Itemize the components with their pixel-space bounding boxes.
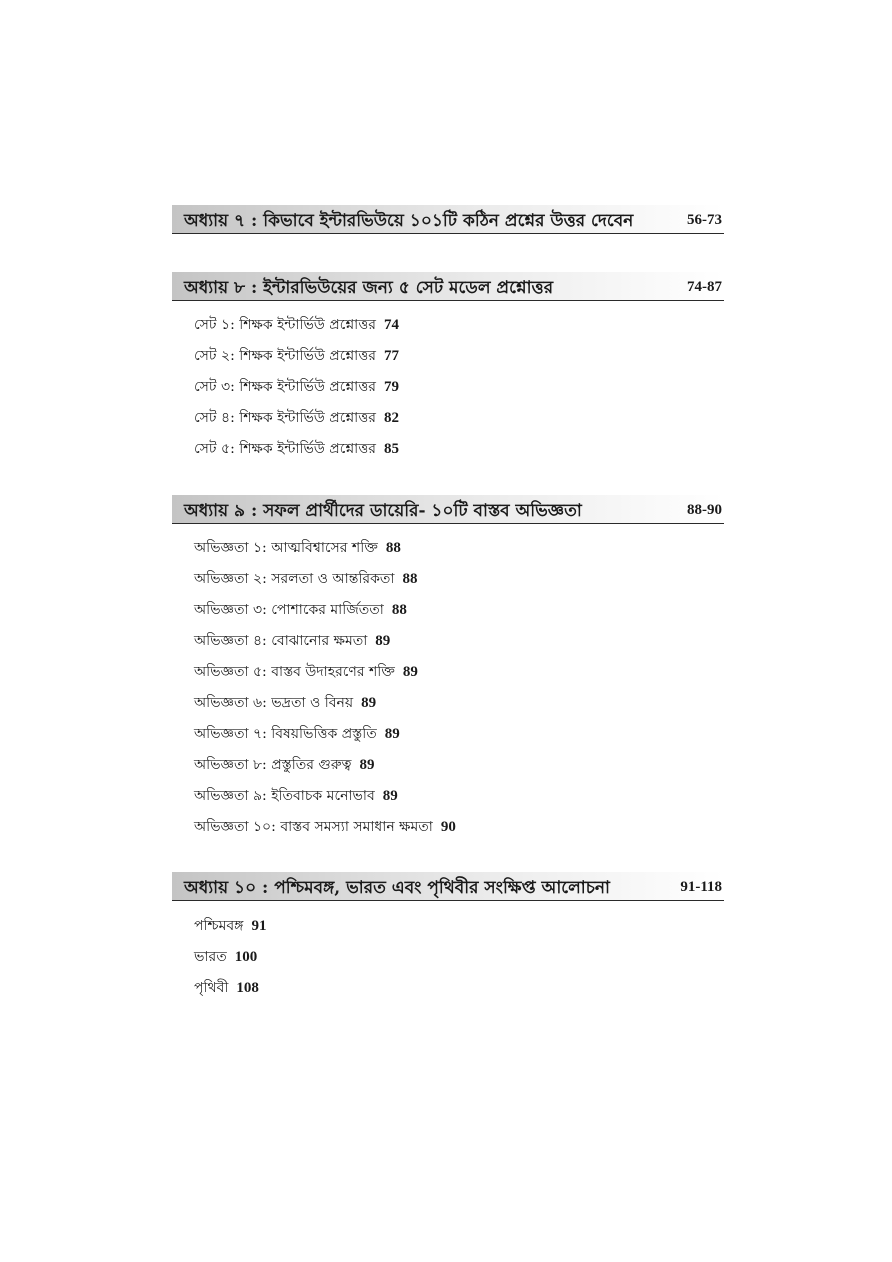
chapter-header [172, 272, 724, 301]
toc-entry-page: 89 [402, 664, 418, 680]
toc-entry-label: সেট ৫: শিক্ষক ইন্টার্ভিউ প্রশ্নোত্তর [194, 441, 376, 457]
toc-entry-page: 85 [383, 441, 399, 457]
toc-entry [194, 598, 407, 622]
chapter-header [172, 872, 724, 901]
toc-entry [194, 815, 456, 839]
chapter-page-range: 74-87 [687, 279, 722, 295]
chapter-header [172, 205, 724, 234]
toc-entry-page: 74 [383, 317, 399, 333]
chapter-page-range: 56-73 [687, 212, 722, 228]
toc-entry-label: অভিজ্ঞতা ৭: বিষয়ভিত্তিক প্রস্তুতি [194, 726, 377, 742]
toc-entry-page: 89 [384, 726, 400, 742]
chapter-page-range: 91-118 [680, 879, 722, 895]
toc-entry-label: সেট ১: শিক্ষক ইন্টার্ভিউ প্রশ্নোত্তর [194, 317, 376, 333]
toc-entry-label: অভিজ্ঞতা ৪: বোঝানোর ক্ষমতা [194, 633, 368, 649]
toc-entry-label: অভিজ্ঞতা ৫: বাস্তব উদাহরণের শক্তি [194, 664, 395, 680]
toc-entry [194, 536, 401, 560]
toc-entry-page: 108 [236, 980, 259, 996]
toc-entry [194, 406, 399, 430]
toc-entry-label: সেট ২: শিক্ষক ইন্টার্ভিউ প্রশ্নোত্তর [194, 348, 376, 364]
toc-entry-page: 89 [361, 695, 377, 711]
toc-entry-page: 89 [375, 633, 391, 649]
toc-entry [194, 629, 390, 653]
toc-entry-page: 100 [234, 949, 258, 965]
toc-entry [194, 945, 257, 969]
toc-entry-label: অভিজ্ঞতা ৩: পোশাকের মার্জিততা [194, 602, 384, 618]
toc-entry-label: অভিজ্ঞতা ৯: ইতিবাচক মনোভাব [194, 788, 375, 804]
toc-entry-page: 79 [383, 379, 399, 395]
toc-entry-label: পশ্চিমবঙ্গ [194, 918, 244, 934]
chapter-title: অধ্যায় ৯ : সফল প্রার্থীদের ডায়েরি- ১০টি বাস্তব অভিজ্ঞতা [184, 501, 582, 521]
toc-entry [194, 567, 417, 591]
chapter-title: অধ্যায় ৮ : ইন্টারভিউয়ের জন্য ৫ সেট মডেল প্রশ্নোত্তর [184, 278, 554, 298]
toc-entry [194, 313, 399, 337]
toc-entry-page: 88 [402, 571, 418, 587]
toc-entry-label: ভারত [194, 949, 227, 965]
toc-entry-label: সেট ৪: শিক্ষক ইন্টার্ভিউ প্রশ্নোত্তর [194, 410, 376, 426]
toc-entry-page: 89 [359, 757, 375, 773]
toc-entry-label: অভিজ্ঞতা ২: সরলতা ও আন্তরিকতা [194, 571, 395, 587]
toc-entry-page: 89 [382, 788, 398, 804]
toc-entry [194, 976, 259, 1000]
toc-entry-label: অভিজ্ঞতা ১০: বাস্তব সমস্যা সমাধান ক্ষমতা [194, 819, 433, 835]
toc-entry-label: অভিজ্ঞতা ৬: ভদ্রতা ও বিনয় [194, 695, 354, 711]
toc-entry [194, 660, 418, 684]
toc-entry-label: সেট ৩: শিক্ষক ইন্টার্ভিউ প্রশ্নোত্তর [194, 379, 376, 395]
toc-entry-page: 88 [391, 602, 407, 618]
toc-entry [194, 914, 266, 938]
toc-entry [194, 437, 399, 461]
toc-entry-page: 82 [383, 410, 399, 426]
toc-entry [194, 753, 375, 777]
chapter-title: অধ্যায় ১০ : পশ্চিমবঙ্গ, ভারত এবং পৃথিবীর সংক্ষিপ্ত আলোচনা [184, 878, 610, 898]
toc-entry-label: অভিজ্ঞতা ১: আত্মবিশ্বাসের শক্তি [194, 540, 378, 556]
toc-entry-page: 91 [251, 918, 267, 934]
chapter-title: অধ্যায় ৭ : কিভাবে ইন্টারভিউয়ে ১০১টি কঠিন প্রশ্নের উত্তর দেবেন [184, 211, 634, 231]
toc-entry-page: 90 [440, 819, 456, 835]
toc-entry [194, 784, 398, 808]
chapter-page-range: 88-90 [687, 502, 722, 518]
toc-entry-page: 88 [385, 540, 401, 556]
toc-entry-label: অভিজ্ঞতা ৮: প্রস্তুতির গুরুত্ব [194, 757, 352, 773]
toc-entry [194, 722, 400, 746]
toc-entry [194, 691, 376, 715]
chapter-header [172, 495, 724, 524]
toc-entry-label: পৃথিবী [194, 980, 229, 996]
toc-entry [194, 375, 399, 399]
toc-entry-page: 77 [383, 348, 399, 364]
toc-entry [194, 344, 399, 368]
